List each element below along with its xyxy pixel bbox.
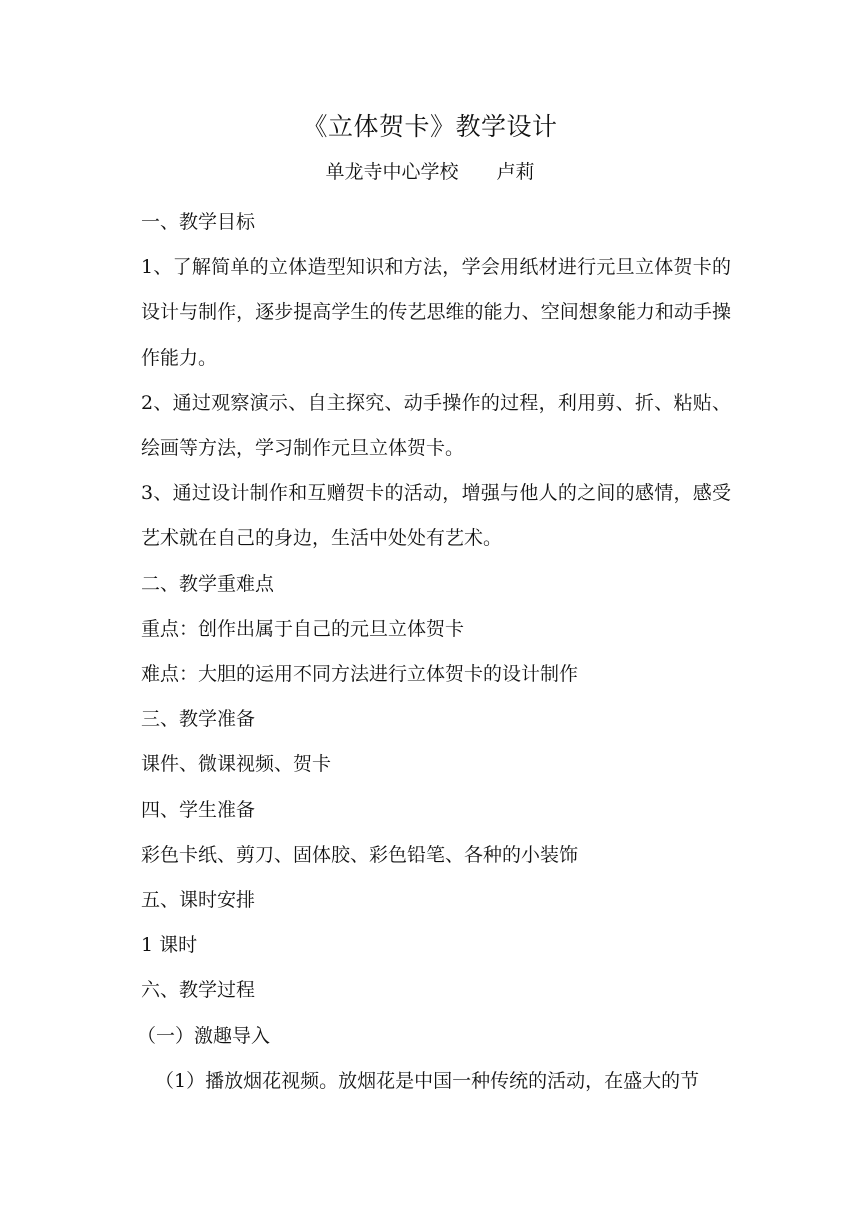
objective-paragraph: 2、通过观察演示、自主探究、动手操作的过程，利用剪、折、粘贴、绘画等方法，学习制作元旦立体贺卡。 [141,391,731,460]
objective-paragraph: 3、通过设计制作和互赠贺卡的活动，增强与他人的之间的感情，感受艺术就在自己的身边，生活中处处有艺术。 [141,482,731,550]
key-point-paragraph: 重点：创作出属于自己的元旦立体贺卡 [141,617,465,640]
student-materials: 彩色卡纸、剪刀、固体胶、彩色铅笔、各种的小装饰 [141,843,579,866]
process-paragraph: （1）播放烟花视频。放烟花是中国一种传统的活动，在盛大的节 [155,1069,700,1092]
author-line [0,157,860,187]
teaching-materials: 课件、微课视频、贺卡 [141,753,332,776]
section-heading: 二、教学重难点 [141,572,275,595]
school-name: 单龙寺中心学校 [325,161,459,183]
document-body [137,200,731,1104]
section-heading: 四、学生准备 [141,798,256,821]
section-heading: 五、课时安排 [141,889,256,912]
lesson-count: 1 课时 [141,934,198,957]
difficult-point-paragraph: 难点：大胆的运用不同方法进行立体贺卡的设计制作 [141,663,579,686]
document-title: 《立体贺卡》教学设计 [302,112,558,141]
section-heading: 一、教学目标 [141,211,256,233]
objective-paragraph: 1、了解简单的立体造型知识和方法，学会用纸材进行元旦立体贺卡的设计与制作，逐步提高学生的传艺思维的能力、空间想象能力和动手操作能力。 [141,256,731,369]
subsection-heading: （一）激趣导入 [137,1024,271,1047]
author-name: 卢莉 [496,161,535,183]
section-heading: 六、教学过程 [141,979,256,1002]
section-heading: 三、教学准备 [141,708,256,731]
